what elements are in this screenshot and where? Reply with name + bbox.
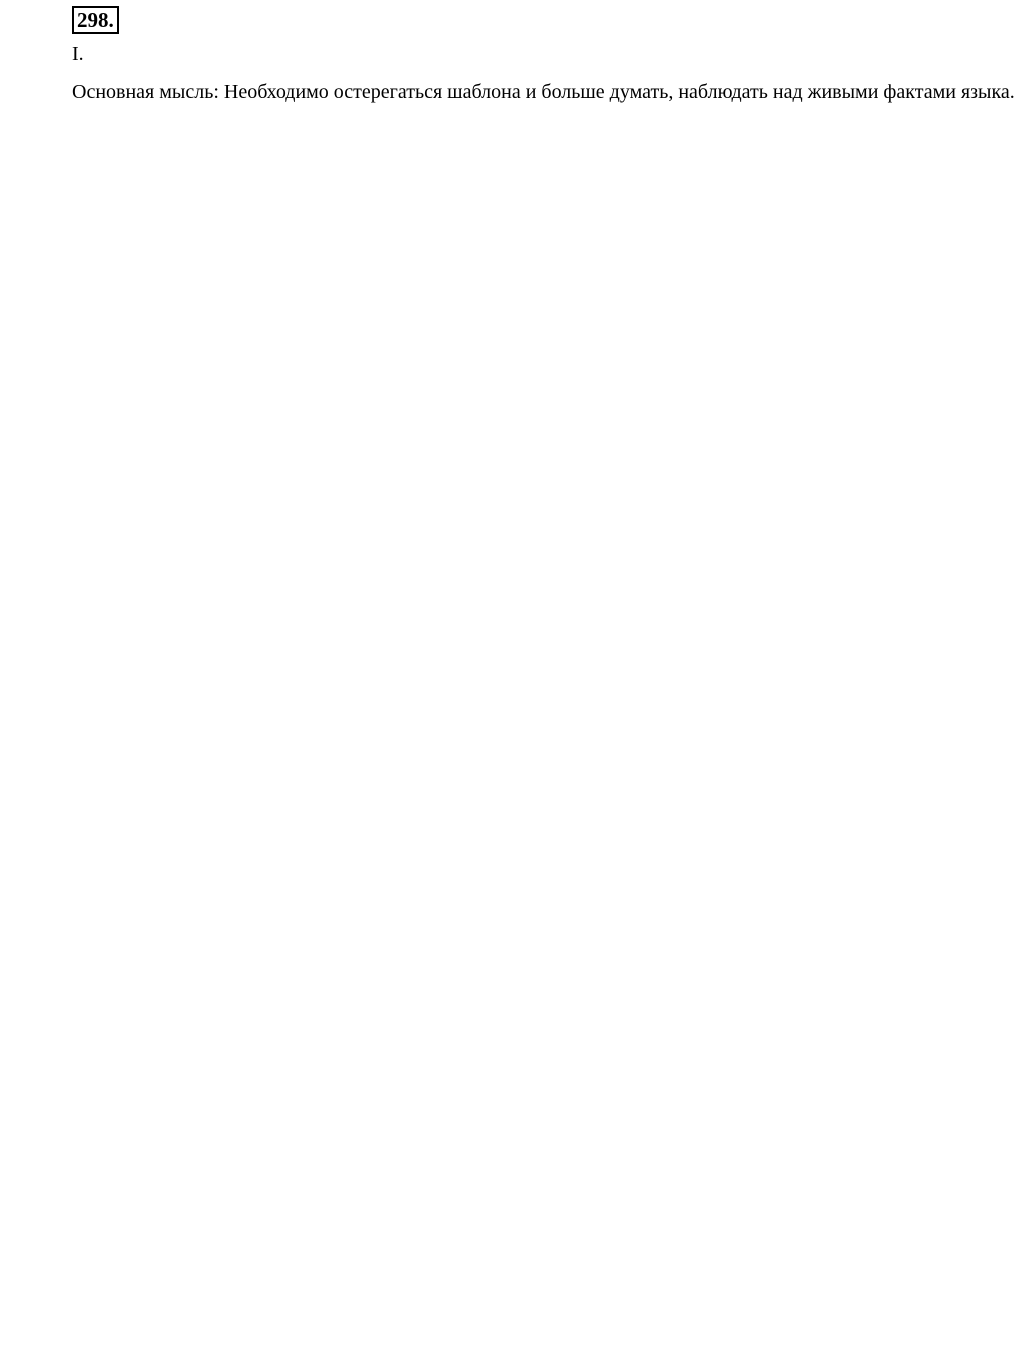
task-number: 298.	[72, 6, 119, 34]
roman-numeral-1: I.	[72, 43, 84, 65]
main-idea-1: Основная мысль: Необходимо остерегаться шаблона и больше думать, наблюдать над живыми фактами языка.	[72, 81, 1015, 103]
